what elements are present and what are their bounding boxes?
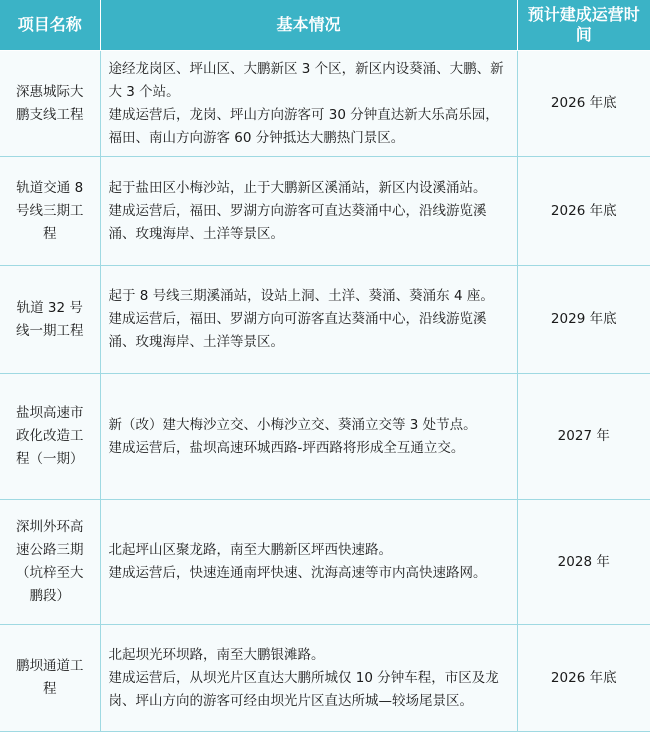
route-text: 北起坝光环坝路，南至大鹏银滩路。 [108,646,325,663]
project-description [100,51,517,157]
header-basic-info: 基本情况 [100,0,517,51]
route-text: 北起坪山区聚龙路，南至大鹏新区坪西快速路。 [108,542,392,558]
completion-time: 2026 年底 [517,157,650,266]
project-name: 盐坝高速市政化改造工程（一期） [0,374,100,500]
project-name: 鹏坝通道工程 [0,625,100,732]
project-description [100,500,517,625]
route-text: 途经龙岗区、坪山区、大鹏新区 3 个区，新区内设葵涌、大鹏、新大 3 个站。 [108,60,504,100]
header-expected-time: 预计建成运营时间 [517,0,650,51]
benefit-text: 建成运营后，快速连通南坪快速、沈海高速等市内高快速路网。 [108,565,487,581]
benefit-text: 建成运营后，龙岗、坪山方向游客可 30 分钟直达新大乐高乐园，福田、南山方向游客 60 分钟抵达大鹏热门景区。 [108,106,499,146]
project-name: 深惠城际大鹏支线工程 [0,51,100,157]
benefit-text: 建成运营后，福田、罗湖方向游客可直达葵涌中心，沿线游览溪涌、玫瑰海岸、土洋等景区。 [108,202,487,242]
project-description [100,266,517,374]
header-row [0,0,650,51]
table-row [0,157,650,266]
header-project-name: 项目名称 [0,0,100,51]
completion-time: 2026 年底 [517,51,650,157]
benefit-text: 建成运营后，盐坝高速环城西路-坪西路将形成全互通立交。 [108,439,465,456]
project-name: 轨道 32 号线一期工程 [0,266,100,374]
completion-time: 2027 年 [517,374,650,500]
benefit-text: 建成运营后，从坝光片区直达大鹏所城仅 10 分钟车程，市区及龙岗、坪山方向的游客可经由坝光片区直达所城—较场尾景区。 [108,669,499,709]
project-name: 轨道交通 8 号线三期工程 [0,157,100,266]
completion-time: 2028 年 [517,500,650,625]
table-row [0,625,650,732]
completion-time: 2029 年底 [517,266,650,374]
table-row [0,266,650,374]
benefit-text: 建成运营后，福田、罗湖方向可游客直达葵涌中心，沿线游览溪涌、玫瑰海岸、土洋等景区。 [108,311,487,350]
table-row [0,500,650,625]
project-name: 深圳外环高速公路三期（坑梓至大鹏段） [0,500,100,625]
project-description [100,374,517,500]
project-description [100,625,517,732]
route-text: 起于盐田区小梅沙站，止于大鹏新区溪涌站，新区内设溪涌站。 [108,179,487,196]
table-row [0,374,650,500]
completion-time: 2026 年底 [517,625,650,732]
project-description [100,157,517,266]
route-text: 新（改）建大梅沙立交、小梅沙立交、葵涌立交等 3 处节点。 [108,416,477,433]
route-text: 起于 8 号线三期溪涌站，设站上洞、土洋、葵涌、葵涌东 4 座。 [108,288,494,304]
table-row [0,51,650,157]
